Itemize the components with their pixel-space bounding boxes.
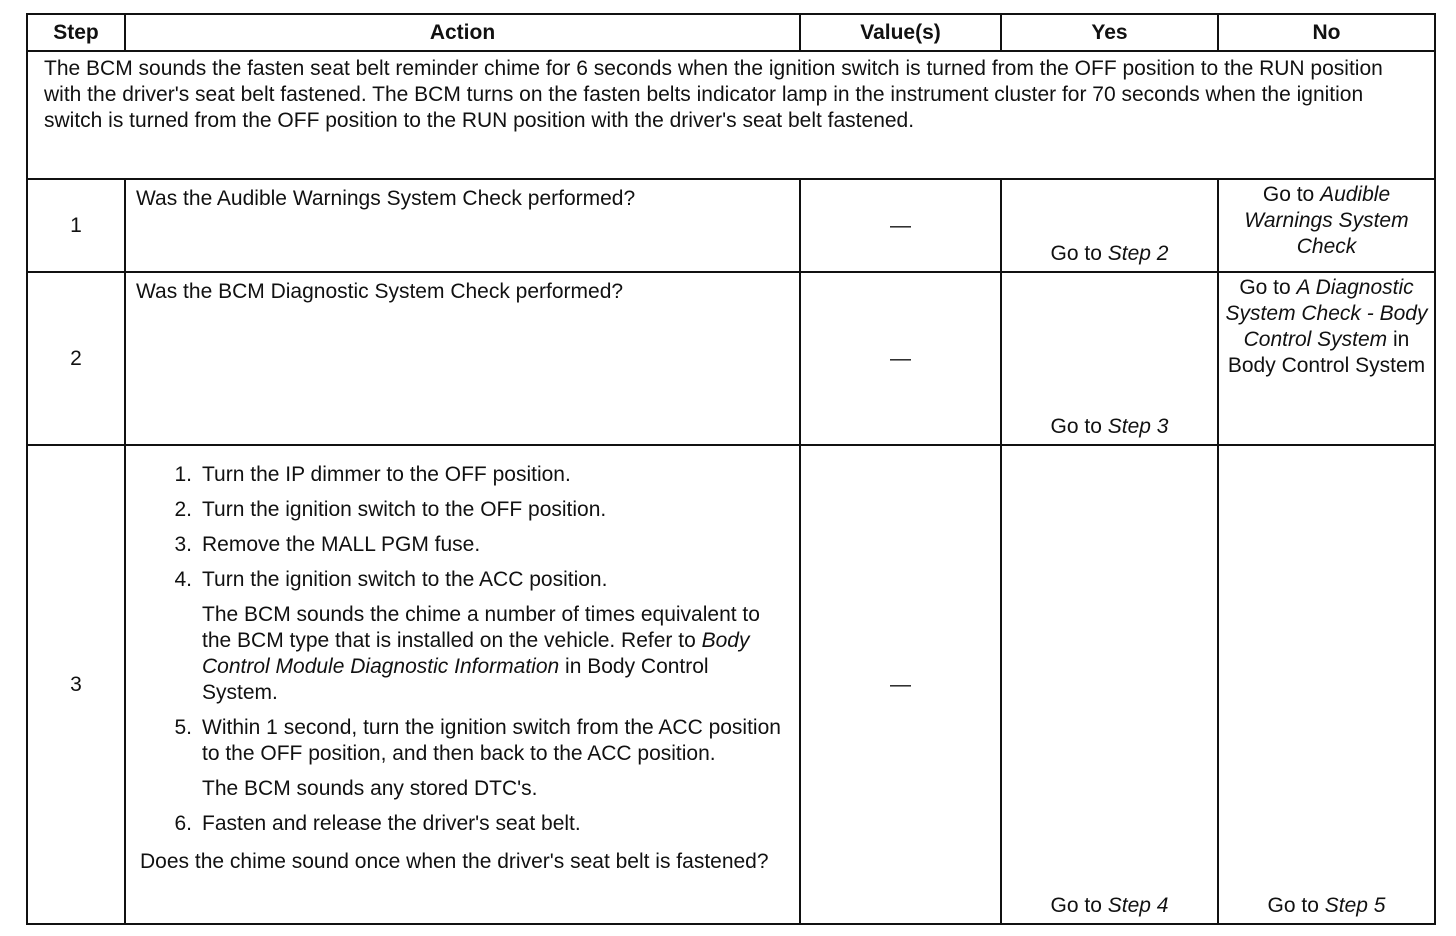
header-values: Value(s) [800, 14, 1001, 51]
item-text: Turn the ignition switch to the OFF position. [202, 498, 607, 521]
item-number: 5. [174, 716, 192, 739]
step-4-note [202, 602, 782, 706]
value-cell: — [800, 445, 1001, 924]
list-item [136, 715, 791, 767]
table-row [27, 272, 1435, 445]
yes-prefix: Go to [1050, 894, 1108, 917]
note-suffix: in Body Control System. [202, 655, 709, 704]
intro-text: The BCM sounds the fasten seat belt reminder chime for 6 seconds when the ignition switch is turned from the OFF position to the RUN position with the driver's seat belt fastened. The BCM turns on the fasten belts indicator lamp in the instrument cluster for 70 seconds when the ignition switch is turned from the OFF position to the RUN position with the driver's seat belt fastened. [27, 51, 1435, 179]
yes-cell [1001, 445, 1218, 924]
no-cell [1218, 272, 1435, 445]
value-cell: — [800, 179, 1001, 272]
no-prefix: Go to [1267, 894, 1325, 917]
value-cell: — [800, 272, 1001, 445]
step-number: 1 [27, 179, 125, 272]
procedure-list-continued [136, 715, 791, 767]
no-link: A Diagnostic System Check - Body Control System [1225, 276, 1428, 351]
step-question: Does the chime sound once when the driver's seat belt is fastened? [140, 850, 769, 873]
item-text: Remove the MALL PGM fuse. [202, 533, 481, 556]
step-number: 2 [27, 272, 125, 445]
procedure-list-final [136, 811, 791, 837]
item-text: Within 1 second, turn the ignition switch from the ACC position to the OFF position, and then back to the ACC position. [202, 716, 781, 765]
table-row [27, 179, 1435, 272]
yes-link: Step 4 [1107, 894, 1169, 917]
no-link: Audible Warnings System Check [1244, 183, 1409, 258]
header-step: Step [27, 14, 125, 51]
action-cell [125, 445, 800, 924]
list-item [136, 532, 791, 558]
no-suffix: in Body Control System [1227, 328, 1426, 377]
item-number: 1. [174, 463, 192, 486]
item-text: Fasten and release the driver's seat belt. [202, 812, 581, 835]
yes-link: Step 3 [1107, 415, 1169, 438]
no-cell [1218, 179, 1435, 272]
item-text: Turn the IP dimmer to the OFF position. [202, 463, 571, 486]
no-prefix: Go to [1239, 276, 1297, 299]
header-no: No [1218, 14, 1435, 51]
header-yes: Yes [1001, 14, 1218, 51]
item-number: 4. [174, 568, 192, 591]
no-prefix: Go to [1262, 183, 1321, 206]
action-text: Was the Audible Warnings System Check performed? [125, 179, 800, 272]
list-item [136, 462, 791, 488]
yes-prefix: Go to [1050, 415, 1108, 438]
list-item [136, 811, 791, 837]
yes-cell [1001, 179, 1218, 272]
item-text: Turn the ignition switch to the ACC position. [202, 568, 608, 591]
header-row [27, 14, 1435, 51]
diagnostic-table [26, 13, 1436, 925]
list-item [136, 567, 791, 593]
yes-prefix: Go to [1050, 242, 1108, 265]
action-text: Was the BCM Diagnostic System Check performed? [125, 272, 800, 445]
intro-row [27, 51, 1435, 179]
table-row [27, 445, 1435, 924]
item-number: 6. [174, 812, 192, 835]
yes-cell [1001, 272, 1218, 445]
no-cell [1218, 445, 1435, 924]
item-number: 3. [174, 533, 192, 556]
list-item [136, 497, 791, 523]
yes-link: Step 2 [1107, 242, 1169, 265]
step-number: 3 [27, 445, 125, 924]
header-action: Action [125, 14, 800, 51]
note-link: Body Control Module Diagnostic Information [202, 629, 750, 678]
diagnostic-table-container [26, 13, 1434, 925]
step-5-note: The BCM sounds any stored DTC's. [202, 777, 538, 800]
no-link: Step 5 [1324, 894, 1386, 917]
note-prefix: The BCM sounds the chime a number of times equivalent to the BCM type that is installed on the vehicle. Refer to [202, 603, 760, 652]
procedure-list [136, 462, 791, 593]
item-number: 2. [174, 498, 192, 521]
